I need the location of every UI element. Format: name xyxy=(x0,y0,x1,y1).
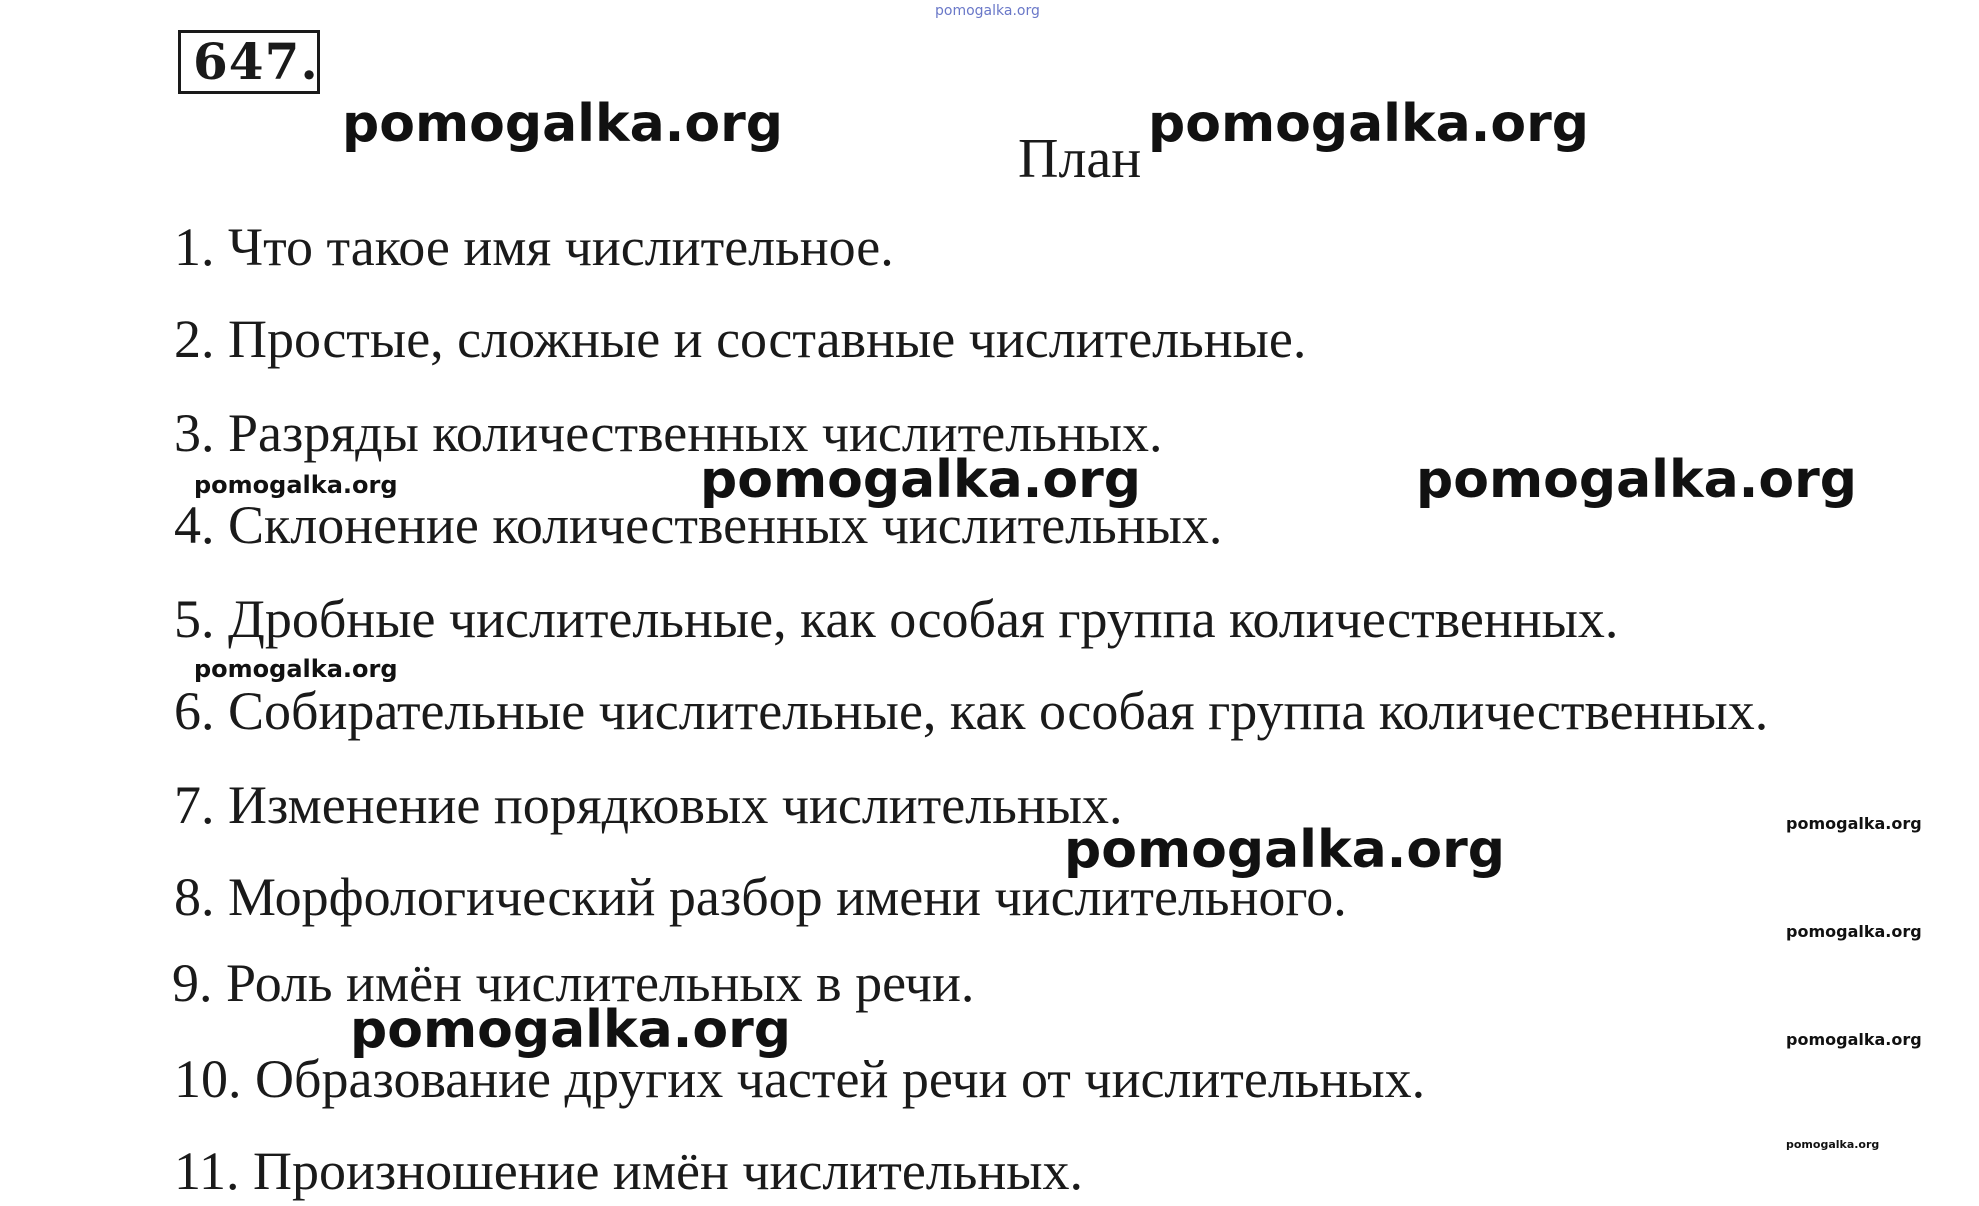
plan-item-9: 9. Роль имён числительных в речи. xyxy=(172,953,975,1013)
plan-item-7: 7. Изменение порядковых числительных. xyxy=(174,775,1123,835)
watermark-right-1: pomogalka.org xyxy=(1416,450,1858,510)
watermark-header-right: pomogalka.org xyxy=(1148,94,1590,154)
watermark-right-5: pomogalka.org xyxy=(1786,1138,1880,1151)
watermark-center-2: pomogalka.org xyxy=(1064,820,1506,880)
watermark-bottom-left: pomogalka.org xyxy=(350,1000,792,1060)
plan-item-3: 3. Разряды количественных числительных. xyxy=(174,403,1163,463)
watermark-top: pomogalka.org xyxy=(935,3,1040,19)
watermark-left-1: pomogalka.org xyxy=(194,471,398,499)
watermark-header-left: pomogalka.org xyxy=(342,94,784,154)
watermark-right-4: pomogalka.org xyxy=(1786,1030,1922,1049)
watermark-right-3: pomogalka.org xyxy=(1786,922,1922,941)
exercise-number: 647. xyxy=(178,30,320,94)
watermark-center-1: pomogalka.org xyxy=(700,450,1142,510)
plan-item-2: 2. Простые, сложные и составные числительные. xyxy=(174,309,1307,369)
plan-item-4: 4. Склонение количественных числительных. xyxy=(174,495,1223,555)
plan-item-1: 1. Что такое имя числительное. xyxy=(174,217,894,277)
plan-item-10: 10. Образование других частей речи от числительных. xyxy=(174,1049,1426,1109)
watermark-right-2: pomogalka.org xyxy=(1786,814,1922,833)
watermark-left-2: pomogalka.org xyxy=(194,655,398,683)
plan-item-6: 6. Собирательные числительные, как особая группа количественных. xyxy=(174,681,1769,741)
plan-item-5: 5. Дробные числительные, как особая группа количественных. xyxy=(174,589,1619,649)
plan-item-11: 11. Произношение имён числительных. xyxy=(174,1141,1084,1201)
plan-item-8: 8. Морфологический разбор имени числительного. xyxy=(174,867,1347,927)
plan-title: План xyxy=(1018,128,1142,190)
